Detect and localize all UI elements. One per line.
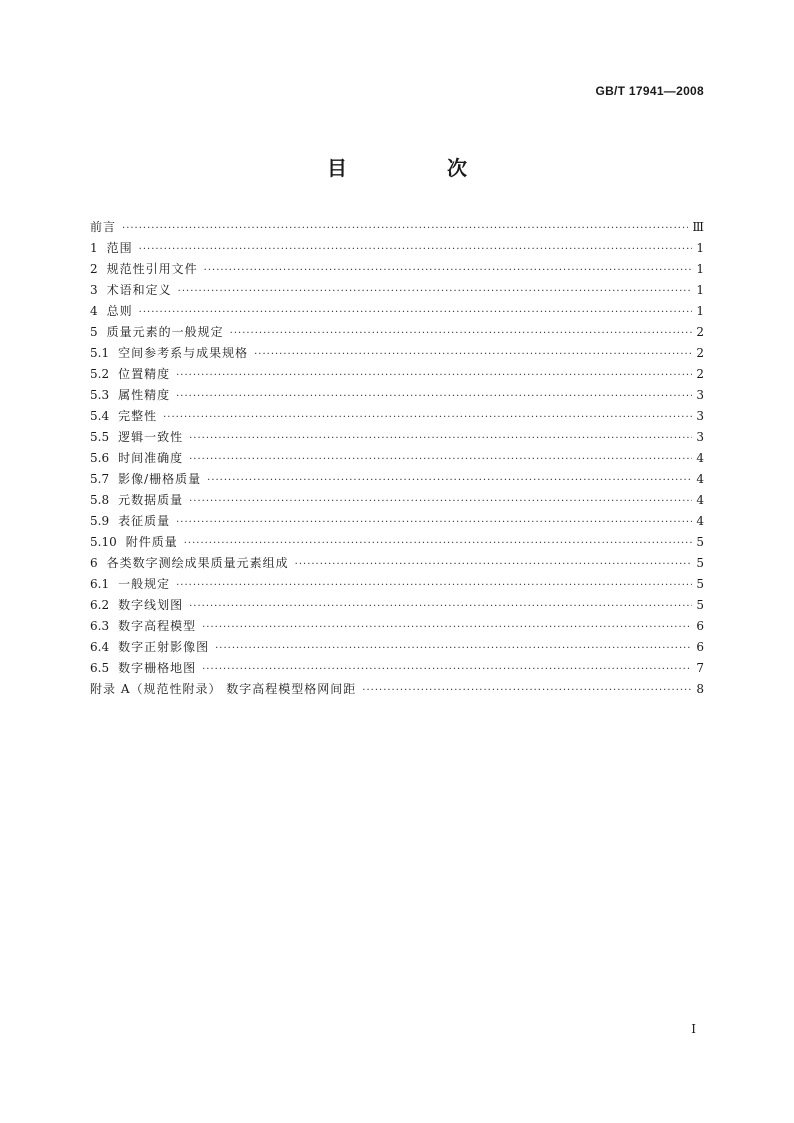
- toc-leader-dots: [362, 680, 692, 701]
- toc-number: 6.2: [90, 598, 110, 612]
- toc-number: 5.3: [90, 388, 110, 402]
- toc-number: 5.5: [90, 430, 110, 444]
- toc-entry[interactable]: [90, 238, 704, 259]
- toc-leader-dots: [189, 428, 692, 449]
- toc-label: 数字高程模型: [118, 619, 197, 633]
- toc-number: 6.1: [90, 577, 110, 591]
- toc-number: 6.4: [90, 640, 110, 654]
- toc-page-number: 4: [696, 514, 704, 528]
- toc-page-number: 1: [696, 241, 704, 255]
- toc-label: 规范性引用文件: [106, 262, 198, 276]
- toc-leader-dots: [189, 491, 692, 512]
- toc-page-number: 5: [696, 556, 704, 570]
- toc-label: 各类数字测绘成果质量元素组成: [106, 556, 289, 570]
- toc-leader-dots: [122, 218, 688, 239]
- toc-entry[interactable]: [90, 595, 704, 616]
- toc-number: 5.7: [90, 472, 110, 486]
- toc-leader-dots: [202, 659, 692, 680]
- toc-label: 数字栅格地图: [118, 661, 197, 675]
- toc-page-number: 1: [696, 262, 704, 276]
- toc-label: 表征质量: [118, 514, 171, 528]
- toc-leader-dots: [184, 533, 692, 554]
- toc-entry[interactable]: [90, 658, 704, 679]
- toc-label: 范围: [106, 241, 133, 255]
- toc-label: 总则: [106, 304, 133, 318]
- toc-entry[interactable]: [90, 385, 704, 406]
- toc-label: 附录 A（规范性附录） 数字高程模型格网间距: [90, 682, 357, 696]
- toc-entry[interactable]: [90, 574, 704, 595]
- toc-number: 5.10: [90, 535, 117, 549]
- toc-entry[interactable]: [90, 511, 704, 532]
- toc-page-number: 4: [696, 451, 704, 465]
- toc-entry-appendix-a[interactable]: [90, 679, 704, 700]
- toc-label: 质量元素的一般规定: [106, 325, 224, 339]
- toc-number: 5.1: [90, 346, 110, 360]
- toc-leader-dots: [230, 323, 692, 344]
- toc-page-number: 3: [696, 430, 704, 444]
- toc-page-number: 1: [696, 283, 704, 297]
- toc-number: 5.8: [90, 493, 110, 507]
- toc-entry[interactable]: [90, 553, 704, 574]
- toc-page-number: 3: [696, 388, 704, 402]
- toc-leader-dots: [176, 386, 692, 407]
- toc-number: 5.4: [90, 409, 110, 423]
- toc-entry[interactable]: [90, 532, 704, 553]
- toc-leader-dots: [176, 575, 692, 596]
- toc-page-number: 5: [696, 577, 704, 591]
- toc-entry[interactable]: [90, 448, 704, 469]
- toc-leader-dots: [254, 344, 692, 365]
- toc-number: 6.3: [90, 619, 110, 633]
- toc-entry[interactable]: [90, 280, 704, 301]
- toc-label: 时间准确度: [118, 451, 184, 465]
- toc-page-number: 2: [696, 325, 704, 339]
- toc-label: 数字正射影像图: [118, 640, 210, 654]
- toc-page-number: 5: [696, 535, 704, 549]
- toc-label: 术语和定义: [106, 283, 172, 297]
- toc-label: 元数据质量: [118, 493, 184, 507]
- toc-entry[interactable]: [90, 616, 704, 637]
- toc-page-number: 6: [696, 640, 704, 654]
- toc-leader-dots: [178, 281, 692, 302]
- toc-entry[interactable]: [90, 343, 704, 364]
- toc-label: 完整性: [118, 409, 158, 423]
- toc-entry[interactable]: [90, 322, 704, 343]
- toc-entry[interactable]: [90, 259, 704, 280]
- toc-label: 属性精度: [118, 388, 171, 402]
- toc-label: 逻辑一致性: [118, 430, 184, 444]
- toc-leader-dots: [189, 596, 692, 617]
- toc-entry[interactable]: [90, 469, 704, 490]
- toc-page-number: 7: [696, 661, 704, 675]
- toc-number: 4: [90, 304, 98, 318]
- toc-label: 空间参考系与成果规格: [118, 346, 249, 360]
- toc-entry[interactable]: [90, 301, 704, 322]
- toc-number: 6.5: [90, 661, 110, 675]
- toc-number: 5: [90, 325, 98, 339]
- toc-leader-dots: [202, 617, 692, 638]
- toc-page-number: 4: [696, 472, 704, 486]
- toc-page-number: 5: [696, 598, 704, 612]
- toc-entry[interactable]: [90, 490, 704, 511]
- toc-page-number: 4: [696, 493, 704, 507]
- page-number: Ⅰ: [691, 1022, 696, 1036]
- toc-number: 5.6: [90, 451, 110, 465]
- toc-number: 1: [90, 241, 98, 255]
- toc-entry[interactable]: [90, 637, 704, 658]
- toc-entry[interactable]: [90, 364, 704, 385]
- toc-leader-dots: [176, 512, 692, 533]
- toc-label: 一般规定: [118, 577, 171, 591]
- toc-number: 5.9: [90, 514, 110, 528]
- toc-leader-dots: [139, 302, 692, 323]
- toc-label: 数字线划图: [118, 598, 184, 612]
- toc-leader-dots: [189, 449, 692, 470]
- toc-leader-dots: [139, 239, 692, 260]
- toc-entry-foreword[interactable]: [90, 217, 704, 238]
- toc-page-number: 3: [696, 409, 704, 423]
- toc-label: 影像/栅格质量: [118, 472, 202, 486]
- toc-entry[interactable]: [90, 427, 704, 448]
- toc-page-number: 2: [696, 367, 704, 381]
- toc-label: 位置精度: [118, 367, 171, 381]
- toc-page-number: Ⅲ: [692, 220, 704, 234]
- toc-number: 3: [90, 283, 98, 297]
- toc-number: 6: [90, 556, 98, 570]
- toc-page-number: 8: [696, 682, 704, 696]
- standard-code: GB/T 17941—2008: [595, 84, 704, 98]
- toc-page-number: 6: [696, 619, 704, 633]
- page-title: 目 次: [327, 156, 507, 180]
- toc-leader-dots: [163, 407, 692, 428]
- toc-label: 前言: [90, 220, 117, 234]
- toc-leader-dots: [204, 260, 692, 281]
- table-of-contents: [90, 217, 704, 700]
- toc-page-number: 1: [696, 304, 704, 318]
- toc-leader-dots: [176, 365, 692, 386]
- toc-number: 2: [90, 262, 98, 276]
- toc-page-number: 2: [696, 346, 704, 360]
- toc-leader-dots: [207, 470, 692, 491]
- toc-leader-dots: [295, 554, 692, 575]
- toc-number: 5.2: [90, 367, 110, 381]
- toc-leader-dots: [215, 638, 692, 659]
- toc-label: 附件质量: [125, 535, 178, 549]
- toc-entry[interactable]: [90, 406, 704, 427]
